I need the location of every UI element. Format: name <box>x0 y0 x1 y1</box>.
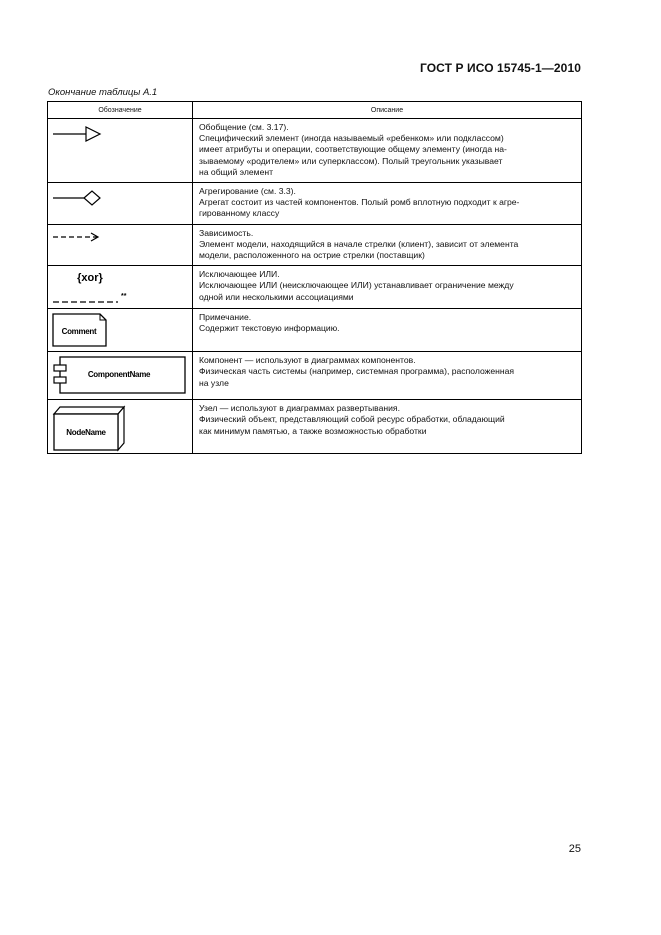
description-cell <box>193 183 582 225</box>
symbol-cell <box>48 266 193 309</box>
table-row <box>48 266 582 309</box>
description-cell <box>193 309 582 352</box>
table-row <box>48 183 582 225</box>
dependency-dashed-arrow-icon <box>48 225 193 265</box>
table-row <box>48 400 582 454</box>
description-line: Специфический элемент (иногда называемый «ребенком» или подклассом) <box>199 133 504 144</box>
symbol-cell <box>48 352 193 400</box>
description-line: Элемент модели, находящийся в начале стрелки (клиент), зависит от элемента <box>199 238 519 249</box>
description-line: Исключающее ИЛИ. <box>199 269 280 280</box>
column-header-description: Описание <box>193 102 582 119</box>
symbol-cell <box>48 183 193 225</box>
table-row <box>48 119 582 183</box>
page-number: 25 <box>568 843 581 855</box>
description-cell <box>193 266 582 309</box>
description-cell <box>193 119 582 183</box>
symbol-cell <box>48 309 193 352</box>
description-line: имеет атрибуты и операции, соответствующие общему элементу (иногда на- <box>199 144 507 155</box>
component-icon <box>48 352 193 399</box>
description-line: зываемому «родителем» или суперклассом). Полый треугольник указывает <box>199 155 503 166</box>
symbols-table <box>47 101 582 454</box>
description-line: одной или несколькими ассоциациями <box>199 291 354 302</box>
description-line: Зависимость. <box>199 227 254 238</box>
description-line: Примечание. <box>199 312 252 323</box>
symbol-cell <box>48 119 193 183</box>
table-row <box>48 352 582 400</box>
description-line: Содержит текстовую информацию. <box>199 323 340 334</box>
description-line: Агрегирование (см. 3.3). <box>199 186 296 197</box>
description-line: Исключающее ИЛИ (неисключающее ИЛИ) устанавливает ограничение между <box>199 280 514 291</box>
comment-note-icon <box>48 309 193 351</box>
xor-constraint-icon <box>48 266 193 308</box>
description-line: на узле <box>199 377 229 388</box>
description-line: Физический объект, представляющий собой ресурс обработки, обладающий <box>199 414 505 425</box>
node-label: NodeName <box>66 428 106 438</box>
table-row <box>48 224 582 266</box>
description-line: как минимум памятью, а также возможностью обработки <box>199 425 427 436</box>
generalization-arrow-icon <box>48 119 193 178</box>
svg-text:**: ** <box>121 293 127 301</box>
description-line: Физическая часть системы (например, системная программа), расположенная <box>199 366 515 377</box>
description-line: модели, расположенного на острие стрелки (поставщик) <box>199 250 425 261</box>
aggregation-diamond-icon <box>48 183 193 222</box>
table-row <box>48 309 582 352</box>
description-line: Компонент — используют в диаграммах компонентов. <box>199 355 416 366</box>
page-header: ГОСТ Р ИСО 15745-1—2010 <box>419 61 581 75</box>
comment-label: Comment <box>61 327 97 337</box>
component-label: ComponentName <box>87 370 151 380</box>
description-cell <box>193 400 582 454</box>
column-header-symbol: Обозначение <box>48 102 193 119</box>
description-cell <box>193 352 582 400</box>
symbol-cell <box>48 224 193 266</box>
description-line: Агрегат состоит из частей компонентов. Полый ромб вплотную подходит к агре- <box>199 197 520 208</box>
description-line: Обобщение (см. 3.17). <box>199 122 289 132</box>
description-line: на общий элемент <box>199 166 274 177</box>
table-caption: Окончание таблицы А.1 <box>48 87 158 98</box>
node-cube-icon <box>48 400 193 453</box>
xor-label: {xor} <box>77 272 103 285</box>
description-line: Узел — используют в диаграммах развертывания. <box>199 403 400 414</box>
symbol-cell <box>48 400 193 454</box>
table-header-row <box>48 102 582 119</box>
description-cell <box>193 224 582 266</box>
description-line: гированному классу <box>199 208 280 219</box>
